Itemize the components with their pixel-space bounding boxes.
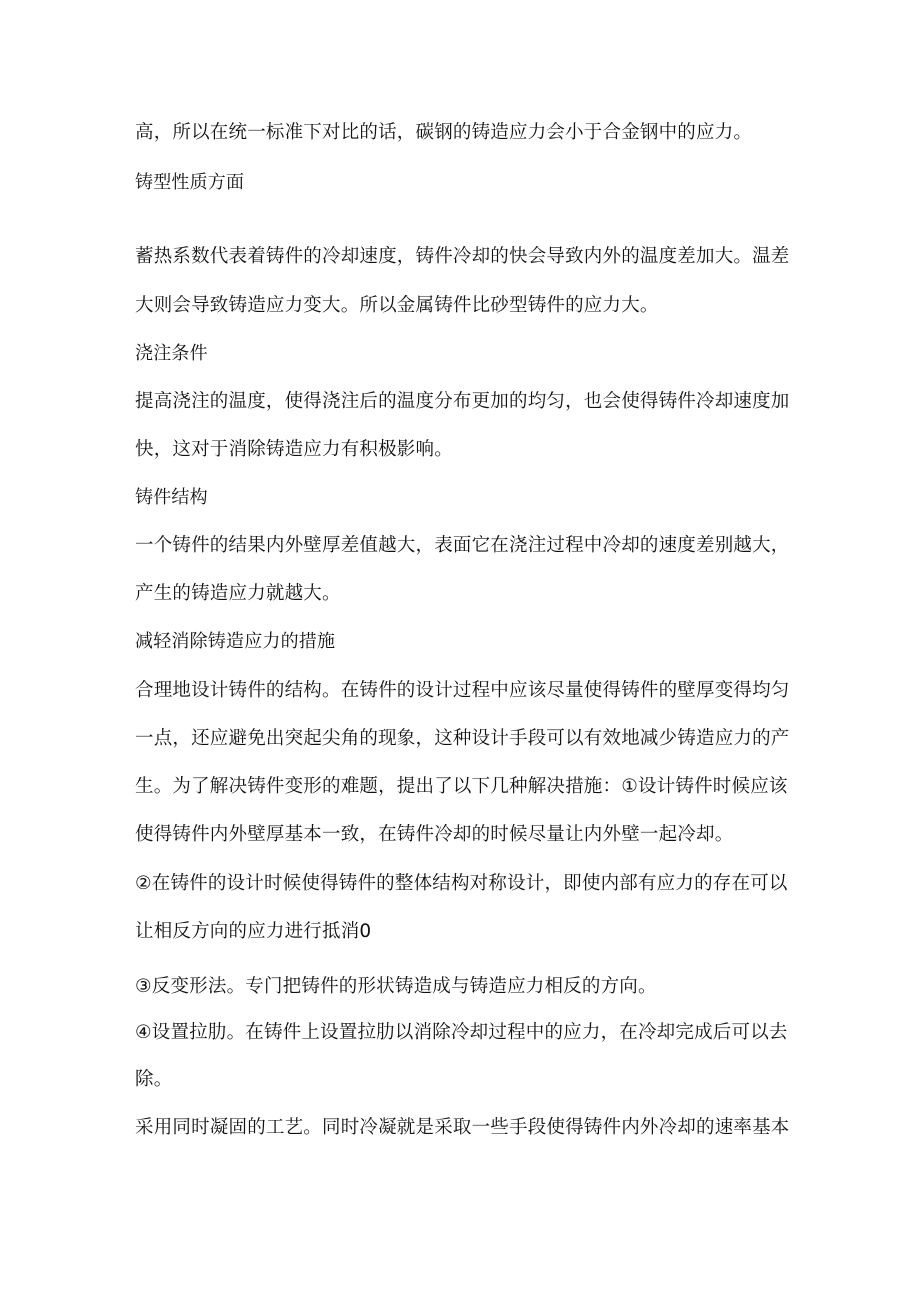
paragraph-line: 合理地设计铸件的结构。在铸件的设计过程中应该尽量使得铸件的壁厚变得均匀 xyxy=(135,680,790,701)
section-heading: 铸件结构 xyxy=(135,487,208,508)
paragraph-line: 除。 xyxy=(135,1069,173,1090)
section-heading: 浇注条件 xyxy=(135,343,208,364)
paragraph-line: 蓄热系数代表着铸件的冷却速度，铸件冷却的快会导致内外的温度差加大。温差 xyxy=(135,246,790,267)
paragraph-line: 快，这对于消除铸造应力有积极影响。 xyxy=(135,439,453,460)
paragraph-line: 生。为了解决铸件变形的难题，提出了以下几种解决措施：①设计铸件时候应该 xyxy=(135,776,788,797)
paragraph-line: 大则会导致铸造应力变大。所以金属铸件比砂型铸件的应力大。 xyxy=(135,295,659,316)
paragraph-line: 产生的铸造应力就越大。 xyxy=(135,583,341,604)
paragraph-line: 使得铸件内外壁厚基本一致，在铸件冷却的时候尽量让内外壁一起冷却。 xyxy=(135,824,734,845)
paragraph-line: 提高浇注的温度，使得浇注后的温度分布更加的均匀，也会使得铸件冷却速度加 xyxy=(135,391,790,412)
section-heading: 铸型性质方面 xyxy=(135,172,245,193)
paragraph-line: ②在铸件的设计时候使得铸件的整体结构对称设计，即使内部有应力的存在可以 xyxy=(135,873,788,894)
paragraph-line: 采用同时凝固的工艺。同时冷凝就是采取一些手段使得铸件内外冷却的速率基本 xyxy=(135,1117,790,1138)
paragraph-line: ③反变形法。专门把铸件的形状铸造成与铸造应力相反的方向。 xyxy=(135,976,657,997)
paragraph-line: ④设置拉肋。在铸件上设置拉肋以消除冷却过程中的应力，在冷却完成后可以去 xyxy=(135,1022,788,1043)
section-heading: 减轻消除铸造应力的措施 xyxy=(135,631,336,652)
paragraph-line: 一点，还应避免出突起尖角的现象，这种设计手段可以有效地减少铸造应力的产 xyxy=(135,728,790,749)
paragraph-line: 让相反方向的应力进行抵消0 xyxy=(135,921,372,942)
paragraph-line: 一个铸件的结果内外壁厚差值越大，表面它在浇注过程中冷却的速度差别越大， xyxy=(135,535,790,556)
paragraph-line: 高，所以在统一标准下对比的话，碳钢的铸造应力会小于合金钢中的应力。 xyxy=(135,122,753,143)
